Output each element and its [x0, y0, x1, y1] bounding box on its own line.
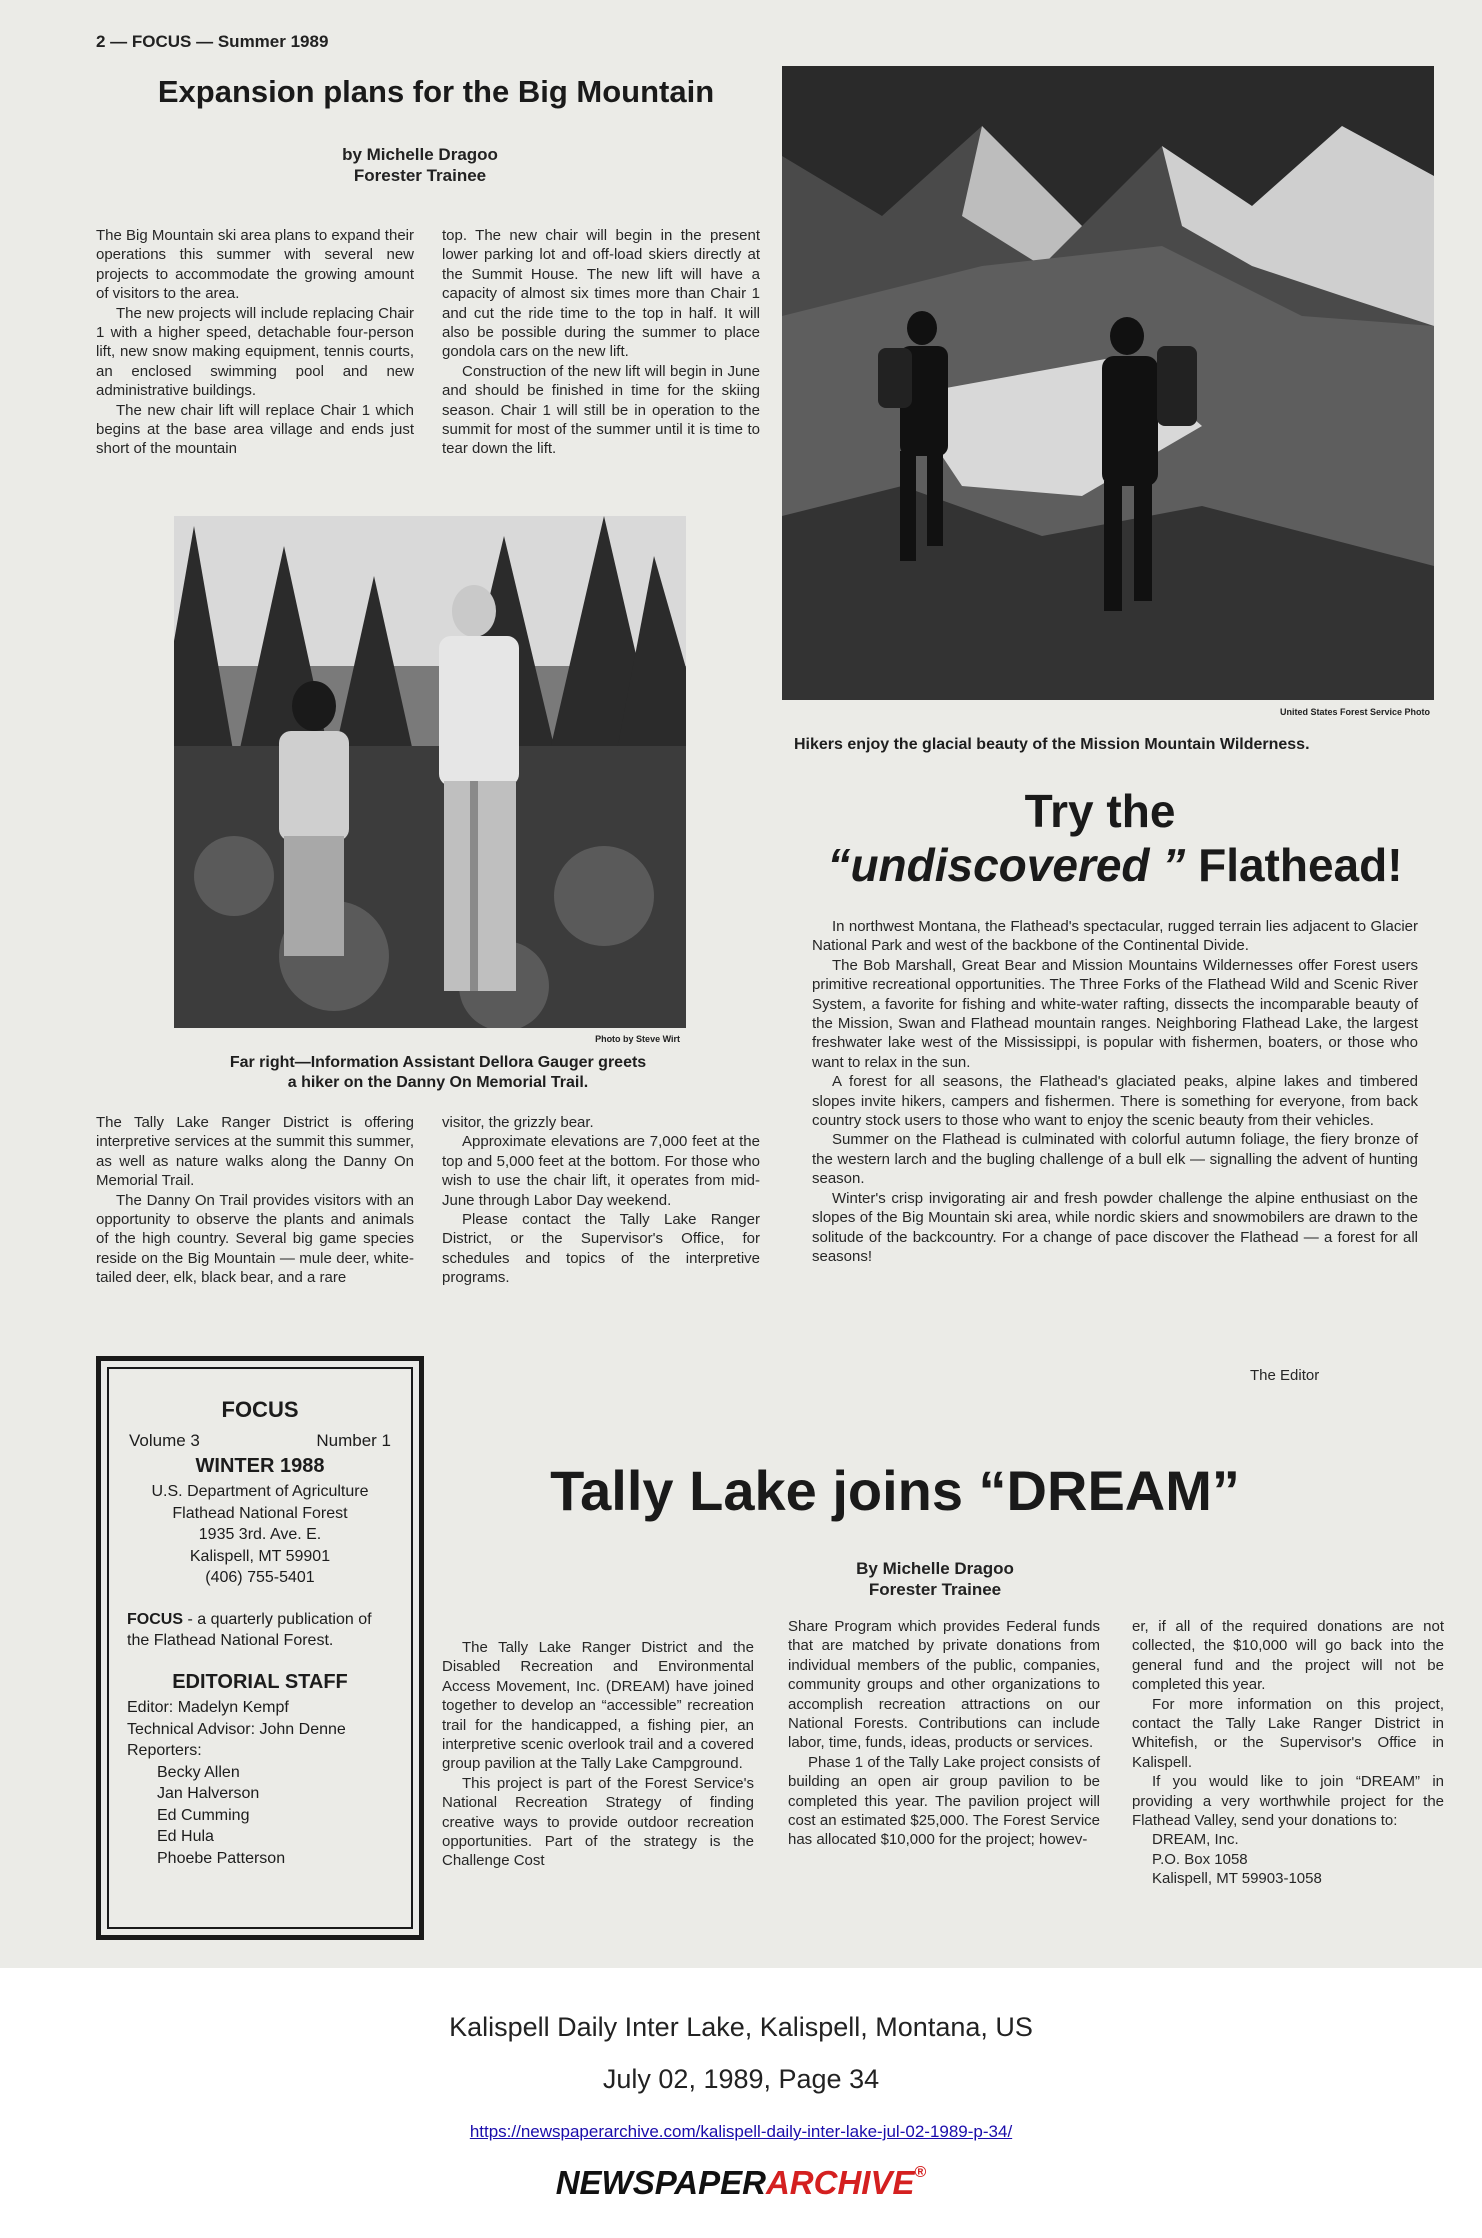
paragraph: visitor, the grizzly bear. [442, 1114, 594, 1131]
footer-source: Kalispell Daily Inter Lake, Kalispell, Montana, US [449, 2012, 1033, 2042]
page-header: 2 — FOCUS — Summer 1989 [96, 32, 329, 51]
dream-byline [760, 1558, 1110, 1600]
staff-reporters-label: Reporters: [127, 1742, 202, 1759]
brand-logo [0, 2164, 1482, 2202]
archive-footer [0, 1968, 1482, 2238]
paragraph: In northwest Montana, the Flathead's spectacular, rugged terrain lies adjacent to Glacier National Park and west of the backbone of the Continental Divide. [812, 918, 1418, 955]
masthead-description [127, 1609, 397, 1651]
paragraph: The Tally Lake Ranger District and the Disabled Recreation and Environmental Access Movement, Inc. (DREAM) have joined together to develop an “accessible” recreation trail for the handicapped, a fishing pier, an interpretive scenic overlook trail and a covered group pavilion at the Tally Lake Campground. [442, 1639, 754, 1773]
paragraph: For more information on this project, contact the Tally Lake Ranger District in Whitefish, or the Supervisor's Office in Kalispell. [1132, 1695, 1444, 1771]
address-line: (406) 755-5401 [205, 1569, 315, 1586]
registered-mark: ® [914, 2164, 927, 2181]
address-line: Kalispell, MT 59903-1058 [1152, 1870, 1322, 1888]
paragraph: Summer on the Flathead is culminated with colorful autumn foliage, the fiery bronze of the western larch and the bugling challenge of a bull elk — signalling the advent of hunting season. [812, 1131, 1418, 1188]
masthead-volume: Volume 3 [129, 1431, 200, 1450]
byline-title: Forester Trainee [868, 1580, 1002, 1599]
masthead-issue: WINTER 1988 [195, 1455, 325, 1477]
trail-col-1 [96, 1113, 414, 1288]
dream-col-3 [1132, 1617, 1444, 1889]
hikers-photo-caption: Hikers enjoy the glacial beauty of the Mission Mountain Wilderness. [794, 736, 1310, 753]
paragraph: The Tally Lake Ranger District is offering interpretive services at the summit this summer, as well as nature walks along the Danny On Memorial Trail. [96, 1114, 414, 1190]
description-rest: - a quarterly publication of the Flathead National Forest. [127, 1611, 372, 1649]
address-line: Flathead National Forest [172, 1504, 348, 1522]
reporter: Jan Halverson [157, 1785, 260, 1802]
reporter: Ed Cumming [157, 1806, 250, 1824]
paragraph: The Big Mountain ski area plans to expand their operations this summer with several new projects to accommodate the growing amount of visitors to the area. [96, 227, 414, 303]
flathead-signoff: The Editor [1250, 1367, 1320, 1384]
address-line: DREAM, Inc. [1152, 1831, 1239, 1849]
dream-col-2 [788, 1617, 1100, 1850]
dream-address [1132, 1830, 1444, 1888]
byline-title: Forester Trainee [353, 166, 487, 185]
reporter: Ed Hula [157, 1828, 214, 1845]
trail-photo-credit: Photo by Steve Wirt [595, 1034, 680, 1044]
flathead-body [812, 917, 1418, 1266]
headline-rest: Flathead! [1198, 839, 1403, 891]
paragraph: The Danny On Trail provides visitors with an opportunity to observe the plants and animals of the high country. Several big game species reside on the Big Mountain — mule deer, white-tailed deer, elk, black bear, and a rare [96, 1191, 414, 1287]
paragraph: The new projects will include replacing Chair 1 with a higher speed, detachable four-person lift, new snow making equipment, tennis courts, an enclosed swimming pool and new administrative buildings. [96, 304, 414, 400]
brand-part1: NEWSPAPER [555, 2164, 766, 2201]
trail-photo-caption [178, 1053, 698, 1093]
address-line: U.S. Department of Agriculture [151, 1483, 369, 1500]
dream-headline: Tally Lake joins “DREAM” [550, 1459, 1240, 1522]
paragraph: The Bob Marshall, Great Bear and Mission Mountains Wildernesses offer Forest users primitive recreational opportunities. The Three Forks of the Flathead Wild and Scenic River System, a favorite for fishing and white-water rafting, dissects the incomparable beauty of the Mission, Swan and Flathead mountain ranges. Neighboring Flathead Lake, the largest freshwater lake west of the Mississippi, is popular with fishermen, boaters, or those who want to relax in the sun. [812, 956, 1418, 1071]
byline-name: by Michelle Dragoo [342, 145, 498, 164]
staff-editor: Editor: Madelyn Kempf [127, 1699, 289, 1716]
paragraph: Share Program which provides Federal funds that are matched by private donations from individual members of the public, companies, community groups and other organizations to accomplish recreation attractions on our National Forests. Contributions can include labor, time, funds, ideas, products or services. [788, 1618, 1100, 1752]
paragraph: er, if all of the required donations are not collected, the $10,000 will go back into the general fund and the project will not be completed this year. [1132, 1618, 1444, 1694]
trail-photo-art [174, 516, 686, 1028]
description-bold: FOCUS [127, 1611, 183, 1628]
caption-line: Far right—Information Assistant Dellora Gauger greets [229, 1054, 647, 1071]
caption-line: a hiker on the Danny On Memorial Trail. [287, 1074, 589, 1091]
paragraph: If you would like to join “DREAM” in providing a very worthwhile project for the Flathead Valley, send your donations to: [1132, 1773, 1444, 1830]
expansion-col-1 [96, 226, 414, 459]
footer-date: July 02, 1989, Page 34 [602, 2064, 880, 2094]
trail-photo [174, 516, 686, 1028]
flathead-headline-line1: Try the [1024, 785, 1176, 837]
brand-part2: ARCHIVE [765, 2164, 915, 2201]
reporter: Becky Allen [157, 1763, 240, 1781]
masthead-box [96, 1356, 424, 1940]
masthead-address [109, 1481, 411, 1589]
reporter: Phoebe Patterson [157, 1849, 286, 1867]
staff-advisor: Technical Advisor: John Denne [127, 1720, 346, 1738]
expansion-col-2 [442, 226, 760, 459]
staff-heading: EDITORIAL STAFF [172, 1671, 348, 1693]
staff-list [127, 1697, 407, 1869]
byline-name: By Michelle Dragoo [856, 1559, 1014, 1578]
address-line: P.O. Box 1058 [1152, 1850, 1248, 1868]
address-line: 1935 3rd. Ave. E. [198, 1526, 322, 1543]
masthead-box-inner [107, 1367, 413, 1929]
paragraph: Approximate elevations are 7,000 feet at the top and 5,000 feet at the bottom. For those who wish to use the chair lift, it operates from mid-June through Labor Day weekend. [442, 1133, 760, 1209]
paragraph: Phase 1 of the Tally Lake project consists of building an open air group pavilion to be completed this year. The pavilion project will cost an estimated $25,000. The Forest Service has allocated $10,000 for the project; howev- [788, 1753, 1100, 1849]
expansion-headline: Expansion plans for the Big Mountain [157, 74, 715, 109]
paragraph: top. The new chair will begin in the present lower parking lot and off-load skiers directly at the Summit House. The new lift will have a capacity of almost six times more than Chair 1 and cut the ride time to the top in half. It will also be possible during the summer to place gondola cars on the new lift. [442, 227, 760, 361]
trail-col-2 [442, 1113, 760, 1288]
masthead-title: FOCUS [221, 1397, 299, 1422]
hikers-photo-art [782, 66, 1434, 700]
footer-url-link[interactable]: https://newspaperarchive.com/kalispell-daily-inter-lake-jul-02-1989-p-34/ [469, 2122, 1013, 2141]
paragraph: Winter's crisp invigorating air and fresh powder challenge the alpine enthusiast on the slopes of the Big Mountain ski area, while nordic skiers and snowmobilers are drawn to the solitude of the backcountry. For a change of pace discover the Flathead — a forest for all seasons! [812, 1189, 1418, 1265]
flathead-headline-line2 [790, 838, 1440, 892]
expansion-byline [230, 144, 610, 186]
hikers-photo-credit: United States Forest Service Photo [1279, 707, 1430, 717]
hikers-photo [782, 66, 1434, 700]
paragraph: A forest for all seasons, the Flathead's glaciated peaks, alpine lakes and timbered slopes invite hikers, campers and fishermen. There is something for everyone, from back country stock users to those who want to enjoy the scenic beauty from their vehicles. [812, 1073, 1418, 1130]
headline-quoted: “undiscovered ” [827, 839, 1186, 891]
address-line: Kalispell, MT 59901 [189, 1547, 331, 1565]
paragraph: This project is part of the Forest Service's National Recreation Strategy of finding creative ways to provide outdoor recreation opportunities. Part of the strategy is the Challenge Cost [442, 1774, 754, 1870]
masthead-number: Number 1 [316, 1431, 391, 1450]
paragraph: Construction of the new lift will begin in June and should be finished in time for the skiing season. Chair 1 will still be in operation to the summit for most of the summer until it is time to tear down the lift. [442, 362, 760, 458]
dream-col-1 [442, 1638, 754, 1871]
paragraph: Please contact the Tally Lake Ranger District, or the Supervisor's Office, for schedules and topics of the interpretive programs. [442, 1211, 760, 1287]
paragraph: The new chair lift will replace Chair 1 which begins at the base area village and ends just short of the mountain [96, 401, 414, 458]
